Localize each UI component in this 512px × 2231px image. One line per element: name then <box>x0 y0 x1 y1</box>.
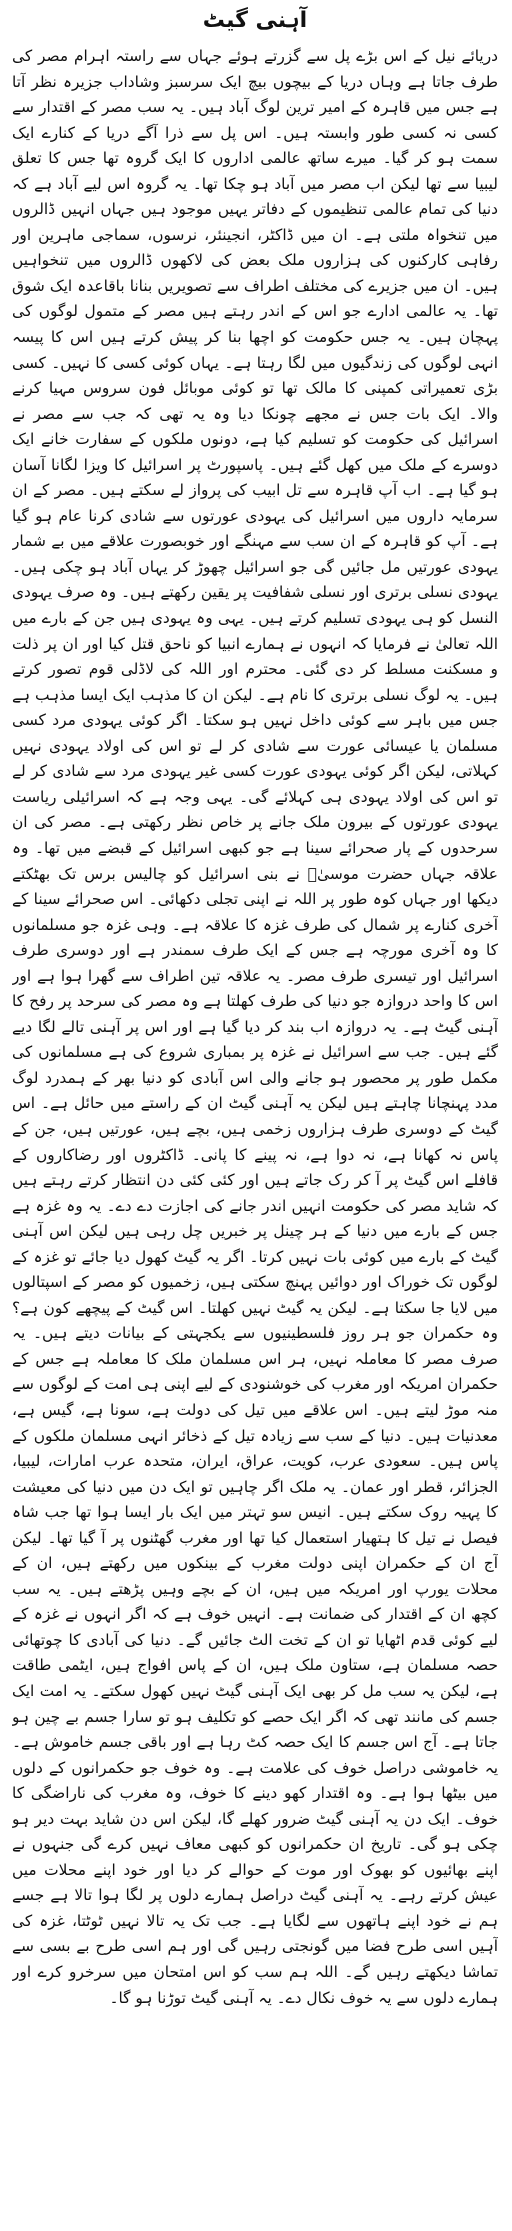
article-title: آہنی گیٹ <box>202 8 308 33</box>
article-body: دریائے نیل کے اس بڑے پل سے گزرتے ہوئے جہاں سے راستہ اہرام مصر کی طرف جاتا ہے وہاں دریا کے بیچوں بیچ ایک سرسبز وشاداب جزیرہ نظر آتا ہے جس میں قاہرہ کے امیر ترین لوگ آباد ہیں۔ یہ سب مصر کے اقتدار سے کسی نہ کسی طور وابستہ ہیں۔ اس پل سے ذرا آگے دریا کے کنارے ایک سمت ہو کر گیا۔ میرے ساتھ عالمی اداروں کا ایک گروہ تھا جس کا تعلق لیبیا سے تھا لیکن اب مصر میں آباد ہو چکا تھا۔ یہ گروہ اس لیے آباد ہے کہ دنیا کی تمام عالمی تنظیموں کے دفاتر یہیں موجود ہیں جہاں انہیں ڈالروں میں تنخواہ ملتی ہے۔ ان میں ڈاکٹر، انجینئر، نرسوں، سماجی ماہرین اور رفاہی کارکنوں کی ہزاروں ملک بعض کی لاکھوں ڈالروں میں تنخواہیں ہیں۔ ان میں جزیرے کی مختلف اطراف سے تصویریں بنانا باقاعدہ ایک شوق تھا۔ یہ عالمی ادارے جو اس کے اندر رہتے ہیں مصر کے متمول لوگوں کی پہچان ہیں۔ یہ جس حکومت کو اچھا بنا کر پیش کرتے ہیں اس کا پیسہ انہی لوگوں کی زندگیوں میں لگا رہتا ہے۔ یہاں کوئی کسی کا نہیں۔ کسی بڑی تعمیراتی کمپنی کا مالک تھا تو کوئی موبائل فون سروس مہیا کرنے والا۔ ایک بات جس نے مجھے چونکا دیا وہ یہ تھی کہ جب سے مصر نے اسرائیل کی حکومت کو تسلیم کیا ہے، دونوں ملکوں کے سفارت خانے ایک دوسرے کے ملک میں کھل گئے ہیں۔ پاسپورٹ پر اسرائیل کا ویزا لگانا آسان ہو گیا ہے۔ اب آپ قاہرہ سے تل ابیب کی پرواز لے سکتے ہیں۔ مصر کے ان سرمایہ داروں میں اسرائیل کی یہودی عورتوں سے شادی کرنا عام ہو گیا ہے۔ آپ کو قاہرہ کے ان سب سے مہنگے اور خوبصورت علاقے میں بے شمار یہودی عورتیں مل جائیں گی جو اسرائیل چھوڑ کر یہاں آباد ہو چکی ہیں۔ یہودی نسلی برتری اور نسلی شفافیت پر یقین رکھتے ہیں۔ وہ صرف یہودی النسل کو ہی یہودی تسلیم کرتے ہیں۔ یہی وہ یہودی ہیں جن کے بارے میں اللہ تعالیٰ نے فرمایا کہ انہوں نے ہمارے انبیا کو ناحق قتل کیا اور ان پر ذلت و مسکنت مسلط کر دی گئی۔ محترم اور اللہ کی لاڈلی قوم تصور کرتے ہیں۔ یہ لوگ نسلی برتری کا نام ہے۔ لیکن ان کا مذہب ایک ایسا مذہب ہے جس میں باہر سے کوئی داخل نہیں ہو سکتا۔ اگر کوئی یہودی مرد کسی مسلمان یا عیسائی عورت سے شادی کر لے تو اس کی اولاد یہودی نہیں کہلاتی، لیکن اگر کوئی یہودی عورت کسی غیر یہودی مرد سے شادی کر لے تو اس کی اولاد یہودی ہی کہلائے گی۔ یہی وجہ ہے کہ اسرائیلی ریاست یہودی عورتوں کے بیرون ملک جانے پر خاص نظر رکھتی ہے۔ مصر کی ان سرحدوں کے پار صحرائے سینا ہے جو کبھی اسرائیل کے قبضے میں تھا۔ وہ علاقہ جہاں حضرت موسیٰؑ نے بنی اسرائیل کو چالیس برس تک بھٹکتے دیکھا اور جہاں کوہ طور پر اللہ نے اپنی تجلی دکھائی۔ اس صحرائے سینا کے آخری کنارے پر شمال کی طرف غزہ کا علاقہ ہے۔ وہی غزہ جو مسلمانوں کا وہ آخری مورچہ ہے جس کے ایک طرف سمندر ہے اور دوسری طرف اسرائیل اور تیسری طرف مصر۔ یہ علاقہ تین اطراف سے گھرا ہوا ہے اور اس کا واحد دروازہ جو دنیا کی طرف کھلتا ہے وہ مصر کی سرحد پر رفح کا آہنی گیٹ ہے۔ یہ دروازہ اب بند کر دیا گیا ہے اور اس پر آہنی تالے لگا دیے گئے ہیں۔ جب سے اسرائیل نے غزہ پر بمباری شروع کی ہے مسلمانوں کی مکمل طور پر محصور ہو جانے والی اس آبادی کو دنیا بھر کے ہمدرد لوگ مدد پہنچانا چاہتے ہیں لیکن یہ آہنی گیٹ ان کے راستے میں حائل ہے۔ اس گیٹ کے دوسری طرف ہزاروں زخمی ہیں، بچے ہیں، عورتیں ہیں، جن کے پاس نہ کھانا ہے، نہ دوا ہے، نہ پینے کا پانی۔ ڈاکٹروں اور رضاکاروں کے قافلے اس گیٹ پر آ کر رک جاتے ہیں اور کئی کئی دن انتظار کرتے رہتے ہیں کہ شاید مصر کی حکومت انہیں اندر جانے کی اجازت دے دے۔ یہ وہ غزہ ہے جس کے بارے میں دنیا کے ہر چینل پر خبریں چل رہی ہیں لیکن اس آہنی گیٹ کے بارے میں کوئی بات نہیں کرتا۔ اگر یہ گیٹ کھول دیا جائے تو غزہ کے لوگوں تک خوراک اور دوائیں پہنچ سکتی ہیں، زخمیوں کو مصر کے اسپتالوں میں لایا جا سکتا ہے۔ لیکن یہ گیٹ نہیں کھلتا۔ اس گیٹ کے پیچھے کون ہے؟ وہ حکمران جو ہر روز فلسطینیوں سے یکجہتی کے بیانات دیتے ہیں۔ یہ صرف مصر کا معاملہ نہیں، ہر اس مسلمان ملک کا معاملہ ہے جس کے حکمران امریکہ اور مغرب کی خوشنودی کے لیے اپنی ہی امت کے لوگوں سے منہ موڑ لیتے ہیں۔ اس علاقے میں تیل کی دولت ہے، سونا ہے، گیس ہے، معدنیات ہیں۔ دنیا کے سب سے زیادہ تیل کے ذخائر انہی مسلمان ملکوں کے پاس ہیں۔ سعودی عرب، کویت، عراق، ایران، متحدہ عرب امارات، لیبیا، الجزائر، قطر اور عمان۔ یہ ملک اگر چاہیں تو ایک دن میں دنیا کی معیشت کا پہیہ روک سکتے ہیں۔ انیس سو تہتر میں ایک بار ایسا ہوا تھا جب شاہ فیصل نے تیل کا ہتھیار استعمال کیا تھا اور مغرب گھٹنوں پر آ گیا تھا۔ لیکن آج ان کے حکمران اپنی دولت مغرب کے بینکوں میں رکھتے ہیں، ان کے محلات یورپ اور امریکہ میں ہیں، ان کے بچے وہیں پڑھتے ہیں۔ یہ سب کچھ ان کے اقتدار کی ضمانت ہے۔ انہیں خوف ہے کہ اگر انہوں نے غزہ کے لیے کوئی قدم اٹھایا تو ان کے تخت الٹ جائیں گے۔ دنیا کی آبادی کا چوتھائی حصہ مسلمان ہے، ستاون ملک ہیں، ان کے پاس افواج ہیں، ایٹمی طاقت ہے، لیکن یہ سب مل کر بھی ایک آہنی گیٹ نہیں کھول سکتے۔ یہ امت ایک جسم کی مانند تھی کہ اگر ایک حصے کو تکلیف ہو تو سارا جسم بے چین ہو جاتا ہے۔ آج اس جسم کا ایک حصہ کٹ رہا ہے اور باقی جسم خاموش ہے۔ یہ خاموشی دراصل خوف کی علامت ہے۔ وہ خوف جو حکمرانوں کے دلوں میں بیٹھا ہوا ہے۔ وہ اقتدار کھو دینے کا خوف، وہ مغرب کی ناراضگی کا خوف۔ ایک دن یہ آہنی گیٹ ضرور کھلے گا، لیکن اس دن شاید بہت دیر ہو چکی ہو گی۔ تاریخ ان حکمرانوں کو کبھی معاف نہیں کرے گی جنہوں نے اپنے بھائیوں کو بھوک اور موت کے حوالے کر دیا اور خود اپنے محلات میں عیش کرتے رہے۔ یہ آہنی گیٹ دراصل ہمارے دلوں پر لگا ہوا تالا ہے جسے ہم نے خود اپنے ہاتھوں سے لگایا ہے۔ جب تک یہ تالا نہیں ٹوٹتا، غزہ کی آہیں اسی طرح فضا میں گونجتی رہیں گی اور ہم اسی طرح بے بسی سے تماشا دیکھتے رہیں گے۔ اللہ ہم سب کو اس امتحان میں سرخرو کرے اور ہمارے دلوں سے یہ خوف نکال دے۔ یہ آہنی گیٹ توڑنا ہو گا۔ <box>12 47 498 2007</box>
